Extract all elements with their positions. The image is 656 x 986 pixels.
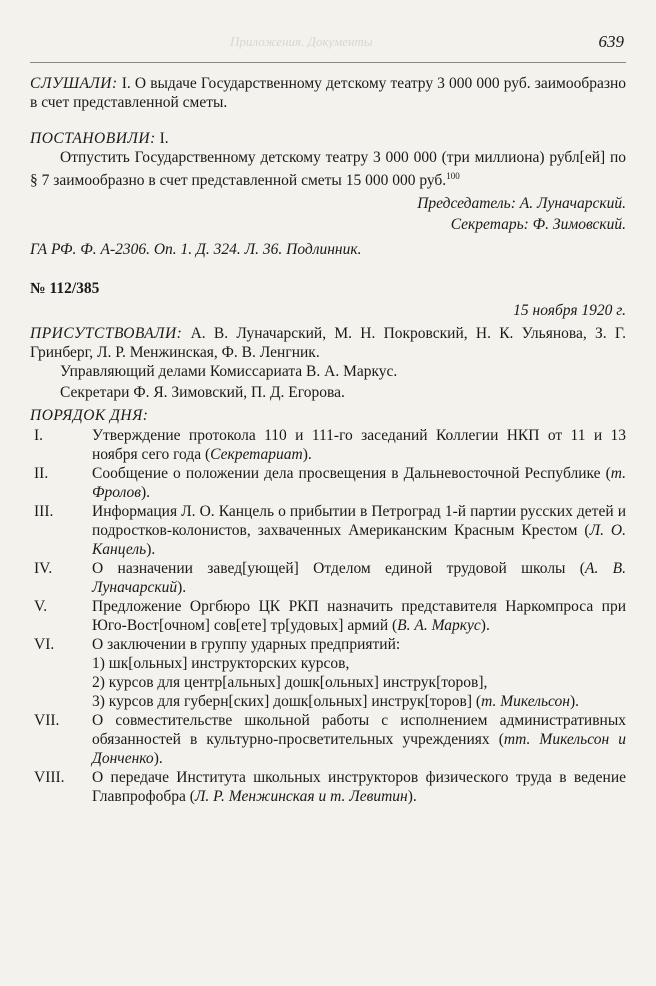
agenda-item: [30, 711, 626, 768]
agenda-item-number: III.: [34, 503, 54, 521]
decision-text: [30, 148, 626, 190]
agenda-subitem: 2) курсов для центр[альных] дошк[ольных] инструк[торов],: [92, 674, 488, 692]
page-number: 639: [598, 32, 624, 51]
page-content: [30, 72, 626, 806]
present-names: А. В. Луначарский, М. Н. Покровский, Н. К. Ульянова, З. Г. Гринберг, Л. Р. Менжинская, Ф. В. Ленгник.: [30, 325, 626, 362]
secretaries-line: Секретари Ф. Я. Зимовский, П. Д. Егорова.: [60, 384, 345, 402]
running-head: Приложения. Документы: [230, 34, 373, 49]
agenda-item-text: О назначении завед[ующей] Отделом единой трудовой школы (А. В. Луначарский).: [92, 560, 627, 597]
agenda-item: [30, 426, 626, 464]
agenda-item-text: О заключении в группу ударных предприятий: 1) шк[ольных] инструкторских курсов, 2) курсов для центр[альных] дошк[ольных] инструк[торов], 3) курсов для губерн[ских] дошк[ольных] инструк[торов] (т. Микельсон).: [92, 635, 626, 711]
postanovili-1: [30, 129, 626, 148]
footnote-ref[interactable]: 100: [446, 171, 460, 181]
slushali-label: СЛУШАЛИ:: [30, 75, 118, 92]
manager-line: Управляющий делами Комиссариата В. А. Маркус.: [60, 363, 398, 381]
slushali-text: I. О выдаче Государственному детскому театру 3 000 000 руб. заимообразно в счет представленной сметы.: [30, 75, 626, 111]
agenda-list: [30, 426, 626, 806]
agenda-item-text: Сообщение о положении дела просвещения в Дальневосточной Республике (т. Фролов).: [92, 465, 626, 502]
slushali-1: [30, 74, 626, 112]
agenda-subitem: 1) шк[ольных] инструкторских курсов,: [92, 655, 350, 673]
document-date: 15 ноября 1920 г.: [513, 302, 626, 320]
agenda-label: ПОРЯДОК ДНЯ:: [30, 407, 149, 425]
agenda-item-text: О передаче Института школьных инструкторов физического труда в ведение Главпрофобра (Л. Р. Менжинская и т. Левитин).: [92, 769, 626, 806]
agenda-item-number: I.: [34, 427, 44, 445]
agenda-item-number: II.: [34, 465, 49, 483]
chairman-signature: Председатель: А. Луначарский.: [417, 195, 626, 213]
agenda-item-text: О совместительстве школьной работы с исполнением административных обязанностей в культурно-просветительных учреждениях (тт. Микельсон и Донченко).: [92, 712, 626, 768]
agenda-item-number: VIII.: [34, 769, 65, 787]
document-number: № 112/385: [30, 280, 100, 298]
postanovili-number: I.: [155, 130, 169, 147]
agenda-item-text: Информация Л. О. Канцель о прибытии в Петроград 1-й партии русских детей и подростков-колонистов, захваченных Американским Красным Крестом (Л. О. Канцель).: [92, 503, 626, 559]
page-header: [30, 28, 626, 63]
agenda-item: [30, 635, 626, 711]
present-label: ПРИСУТСТВОВАЛИ:: [30, 325, 183, 343]
agenda-item: [30, 464, 626, 502]
agenda-item-number: VII.: [34, 712, 60, 730]
agenda-item: [30, 502, 626, 559]
agenda-item-text: Предложение Оргбюро ЦК РКП назначить представителя Наркомпроса при Юго-Вост[очном] сов[ете] тр[удовых] армий (В. А. Маркус).: [92, 598, 626, 635]
agenda-item: [30, 597, 626, 635]
decision-body: Отпустить Государственному детскому театру 3 000 000 (три миллиона) рубл[ей] по § 7 заимообразно в счет представленной сметы 15 000 000 руб.: [30, 149, 626, 190]
agenda-item-text: Утверждение протокола 110 и 111-го заседаний Коллегии НКП от 11 и 13 ноября сего года (Секретариат).: [92, 427, 626, 464]
secretary-signature: Секретарь: Ф. Зимовский.: [450, 216, 626, 234]
agenda-item-number: VI.: [34, 636, 55, 654]
archive-reference: ГА РФ. Ф. А-2306. Оп. 1. Д. 324. Л. 36. Подлинник.: [30, 241, 362, 259]
postanovili-label: ПОСТАНОВИЛИ:: [30, 130, 156, 147]
agenda-item-number: IV.: [34, 560, 53, 578]
agenda-subitem: 3) курсов для губерн[ских] дошк[ольных] инструк[торов] (т. Микельсон).: [92, 693, 580, 711]
agenda-item: [30, 768, 626, 806]
present-list: [30, 324, 626, 362]
agenda-item: [30, 559, 626, 597]
agenda-item-number: V.: [34, 598, 48, 616]
